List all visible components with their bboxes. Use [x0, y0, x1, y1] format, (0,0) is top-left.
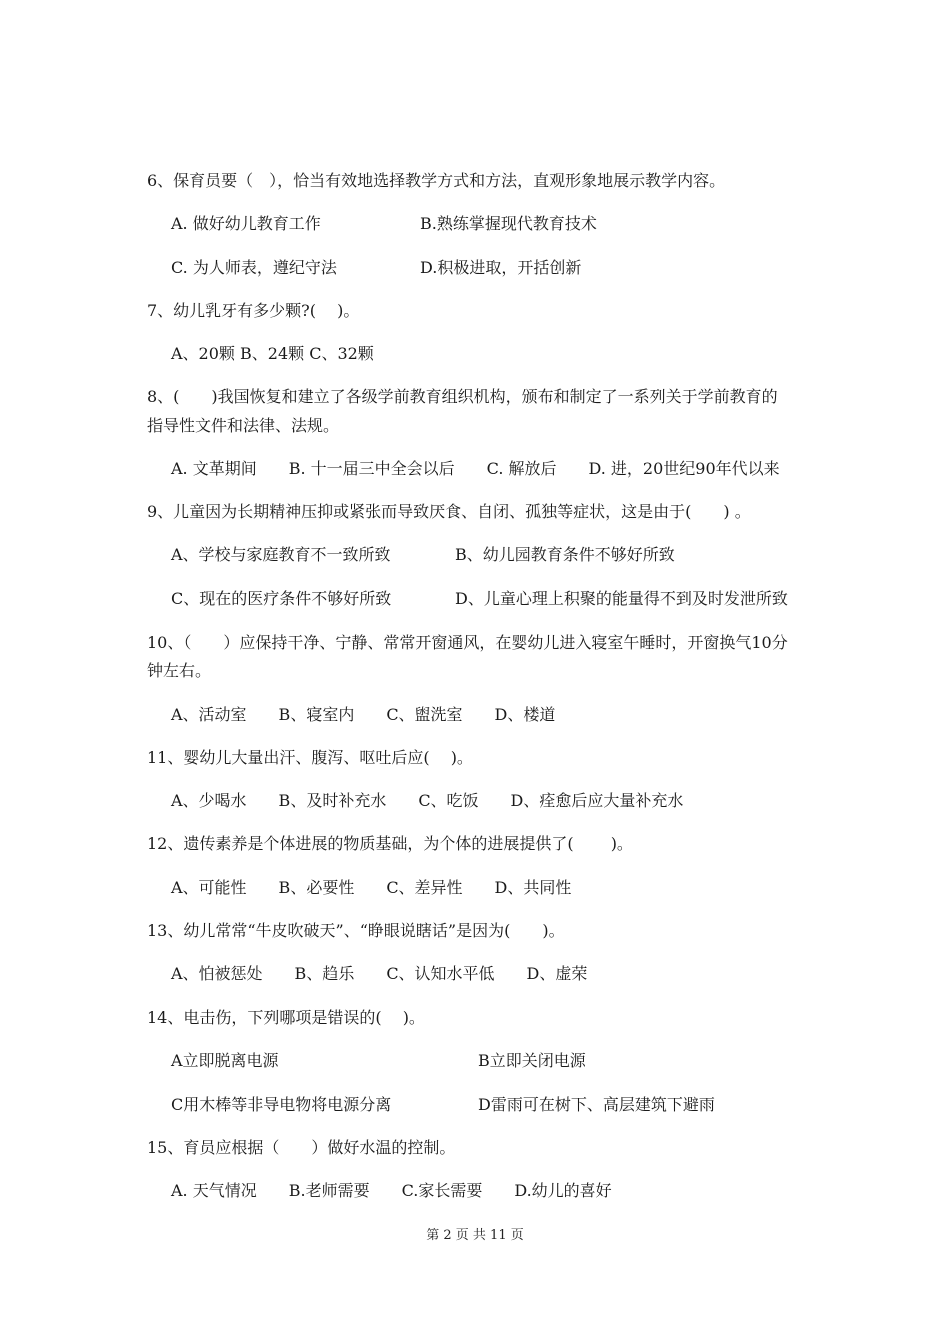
question-6-option-a: A. 做好幼儿教育工作 — [171, 214, 321, 233]
question-9-option-d: D、儿童心理上积聚的能量得不到及时发泄所致 — [455, 589, 788, 608]
page-number-footer: 第 2 页 共 11 页 — [426, 1228, 524, 1243]
question-15-options: A. 天气情况 B.老师需要 C.家长需要 D.幼儿的喜好 — [171, 1181, 612, 1200]
question-11-stem: 11、婴幼儿大量出汗、腹泻、呕吐后应( )。 — [147, 748, 473, 767]
question-14-option-a: A立即脱离电源 — [171, 1051, 279, 1070]
question-14-option-c: C用木棒等非导电物将电源分离 — [171, 1095, 392, 1114]
question-7-options: A、20颗 B、24颗 C、32颗 — [171, 344, 374, 363]
question-9-option-b: B、幼儿园教育条件不够好所致 — [455, 545, 675, 564]
question-14-option-b: B立即关闭电源 — [478, 1051, 586, 1070]
question-6-stem: 6、保育员要（ ），恰当有效地选择教学方式和方法，直观形象地展示教学内容。 — [147, 171, 726, 190]
question-13-stem: 13、幼儿常常“牛皮吹破天”、“睁眼说瞎话”是因为( )。 — [147, 921, 565, 940]
question-14-option-d: D雷雨可在树下、高层建筑下避雨 — [478, 1095, 715, 1114]
question-6-option-c: C. 为人师表，遵纪守法 — [171, 258, 337, 277]
question-11-options: A、少喝水 B、及时补充水 C、吃饭 D、痊愈后应大量补充水 — [171, 791, 684, 810]
question-13-options: A、怕被惩处 B、趋乐 C、认知水平低 D、虚荣 — [171, 964, 588, 983]
question-6-option-d: D.积极进取，开括创新 — [420, 258, 582, 277]
question-8-stem-line-2: 指导性文件和法律、法规。 — [147, 416, 340, 435]
question-12-stem: 12、遗传素养是个体进展的物质基础，为个体的进展提供了( )。 — [147, 834, 633, 853]
question-10-options: A、活动室 B、寝室内 C、盥洗室 D、楼道 — [171, 705, 556, 724]
question-6-option-b: B.熟练掌握现代教育技术 — [420, 214, 597, 233]
question-9-option-a: A、学校与家庭教育不一致所致 — [171, 545, 391, 564]
question-15-stem: 15、育员应根据（ ）做好水温的控制。 — [147, 1138, 456, 1157]
question-14-stem: 14、电击伤，下列哪项是错误的( )。 — [147, 1008, 425, 1027]
question-10-stem-line-2: 钟左右。 — [147, 661, 212, 680]
question-8-stem-line-1: 8、( )我国恢复和建立了各级学前教育组织机构，颁布和制定了一系列关于学前教育的 — [147, 387, 778, 406]
question-12-options: A、可能性 B、必要性 C、差异性 D、共同性 — [171, 878, 572, 897]
question-7-stem: 7、幼儿乳牙有多少颗?( )。 — [147, 301, 360, 320]
question-9-option-c: C、现在的医疗条件不够好所致 — [171, 589, 392, 608]
question-9-stem: 9、儿童因为长期精神压抑或紧张而导致厌食、自闭、孤独等症状，这是由于( ) 。 — [147, 502, 751, 521]
question-10-stem-line-1: 10、（ ）应保持干净、宁静、常常开窗通风，在婴幼儿进入寝室午睡时，开窗换气10分 — [147, 633, 788, 652]
question-8-options: A. 文革期间 B. 十一届三中全会以后 C. 解放后 D. 进，20世纪90年代以来 — [171, 459, 780, 478]
